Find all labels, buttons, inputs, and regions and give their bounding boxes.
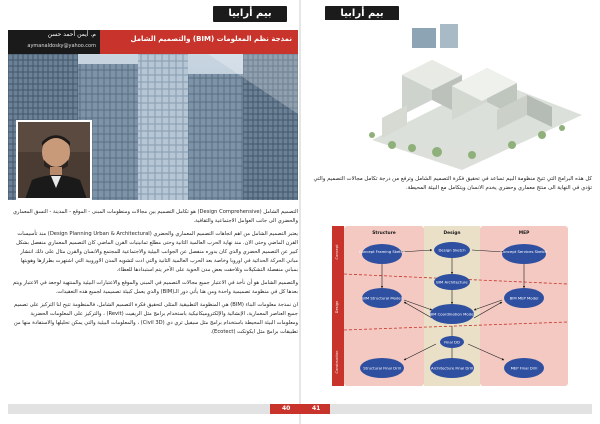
node-bim-structure: [362, 288, 402, 308]
svg-text:BIM MEP Model: BIM MEP Model: [509, 295, 539, 301]
side-label-design: Design: [335, 300, 339, 314]
node-bim-mep: [504, 288, 544, 308]
node-bim-architecture: [434, 274, 470, 290]
footer-band-left: [8, 404, 270, 414]
urban-render-image: [312, 20, 592, 170]
svg-text:Structural Final Drill: Structural Final Drill: [363, 365, 401, 371]
column-header-mep: MEP: [518, 231, 530, 236]
node-mep-final: [504, 358, 544, 378]
svg-text:Architecture Final Drill: Architecture Final Drill: [430, 365, 474, 371]
body-paragraph: ان نمذجة معلومات البناء (BIM) هي المنظومة التطبيقية المثلى لتحقيق فكرة التصميم الشامل، فالمنظومة تتيح لنا التركيز على تصميم جميع العناصر المعمارية، الإنشائية والإلكتروميكانيكية باستخدام برامج مثل الريفيت (Revit) ، والتركيز على المعلومات الحضرية ومعلومات البيئة المحيطة باستخدام برامج مثل سيفيل ثري دي (Civil 3D) ، والمعلومات البيئية والتي يمكن تحليلها والاستفادة منها من تطبيقات برامج مثل ايكوتكت (Ecotect).: [13, 302, 298, 335]
svg-text:Concept Services Sketch: Concept Services Sketch: [500, 249, 548, 254]
body-paragraph: والتصميم الشامل هو أن نأخذ في الاعتبار جميع مجالات التصميم في المبنى والموقع والاعتبارات البيئية والمنتهية لوجعد في الاعتبار ويتم بعدها كل في منظومة تصميمية واحدة ومن هنا يأتي دور الـ(BIM) والذي يعمل كبيئة تصميمية لجميع هذه التعقيدات.: [12, 280, 298, 295]
page-number-right: 41: [312, 405, 321, 412]
svg-text:MEP Final Drill: MEP Final Drill: [510, 365, 538, 371]
svg-text:Concept Framing Sketch: Concept Framing Sketch: [358, 249, 406, 254]
svg-text:BIM Structural Model: BIM Structural Model: [362, 295, 402, 301]
body-paragraph: التصميم الشامل (Design Comprehensive) هو تكامل التصميم بين مجالات ومنظومات المبنى - الموقع - المدينة - النسق المعماري والحضري الى جانب العوامل الاجتماعية والثقافية.: [12, 209, 298, 224]
column-header-design: Design: [443, 231, 461, 236]
author-email: aymanaldosky@yahoo.com: [27, 43, 96, 49]
node-final-dd: [440, 336, 464, 348]
logo-left: بيم أرابيا: [213, 6, 287, 22]
svg-text:Design Sketch: Design Sketch: [438, 247, 466, 253]
footer-band-center: [270, 404, 330, 414]
body-paragraph: يعتبر التصميم الشامل من اهم اتجاهات التصميم المعماري والحضري (Design Planning Urban & Architectural) منذ تأسيسات القرن الماضي وحتى الان. منذ نهاية الحرب العالمية الثانية وحتى مطلع ثمانينيات القرن الماضي كان التصميم المعماري منفصل بشكل كبير عن التصميم الحضري والذي كان بدوره منفصل عن الجوانب البيئية والاجتماعية للمجتمع والانسان والقرن مثال على ذلك انتشار مباني الحركة الحداثية في اوروبا وخاصة بعد الحرب العالمية الثانية والتي ادت لتشويه المدن الاوروبية التي اشتهرت بطرازها وهويتها بمباني منفصلة التشكيلات وتلاحقت بعض مدن الحوية على الأخر يتم استبدادها للعطاء.: [16, 231, 298, 273]
author-portrait: [16, 120, 92, 200]
node-design-sketch: [434, 242, 470, 258]
node-architecture-final: [430, 358, 474, 378]
svg-text:Final DD: Final DD: [444, 339, 460, 345]
bim-workflow-diagram: [332, 222, 572, 388]
svg-text:BIM Architecture: BIM Architecture: [436, 279, 468, 285]
logo-right: بيم أرابيا: [325, 6, 399, 22]
side-label-concept: Concept: [335, 244, 339, 260]
side-label-construction: Construction: [335, 350, 339, 374]
article-title: نمذجة نظم المعلومات (BIM) والتصميم الشامل: [130, 35, 292, 43]
svg-text:BIM Coordination Model: BIM Coordination Model: [429, 311, 475, 317]
image-caption: كل هذه البرامج التي تتيح منظومة البيم تساعد في تحقيق فكرة التصميم الشامل وترفع من درجة تكامل مجالات التصميم والتي تؤدي في النهاية الى منتج معماري وحضري يخدم الانسان ويتكامل مع البيئة المحيطة.: [313, 176, 592, 191]
column-header-structure: Structure: [372, 231, 396, 236]
node-structural-final: [360, 358, 404, 378]
footer-band-right: [330, 404, 592, 414]
author-name: م. أيمن أحمد حسن: [47, 31, 96, 38]
page-number-left: 40: [282, 405, 291, 412]
article-body: [8, 208, 298, 398]
